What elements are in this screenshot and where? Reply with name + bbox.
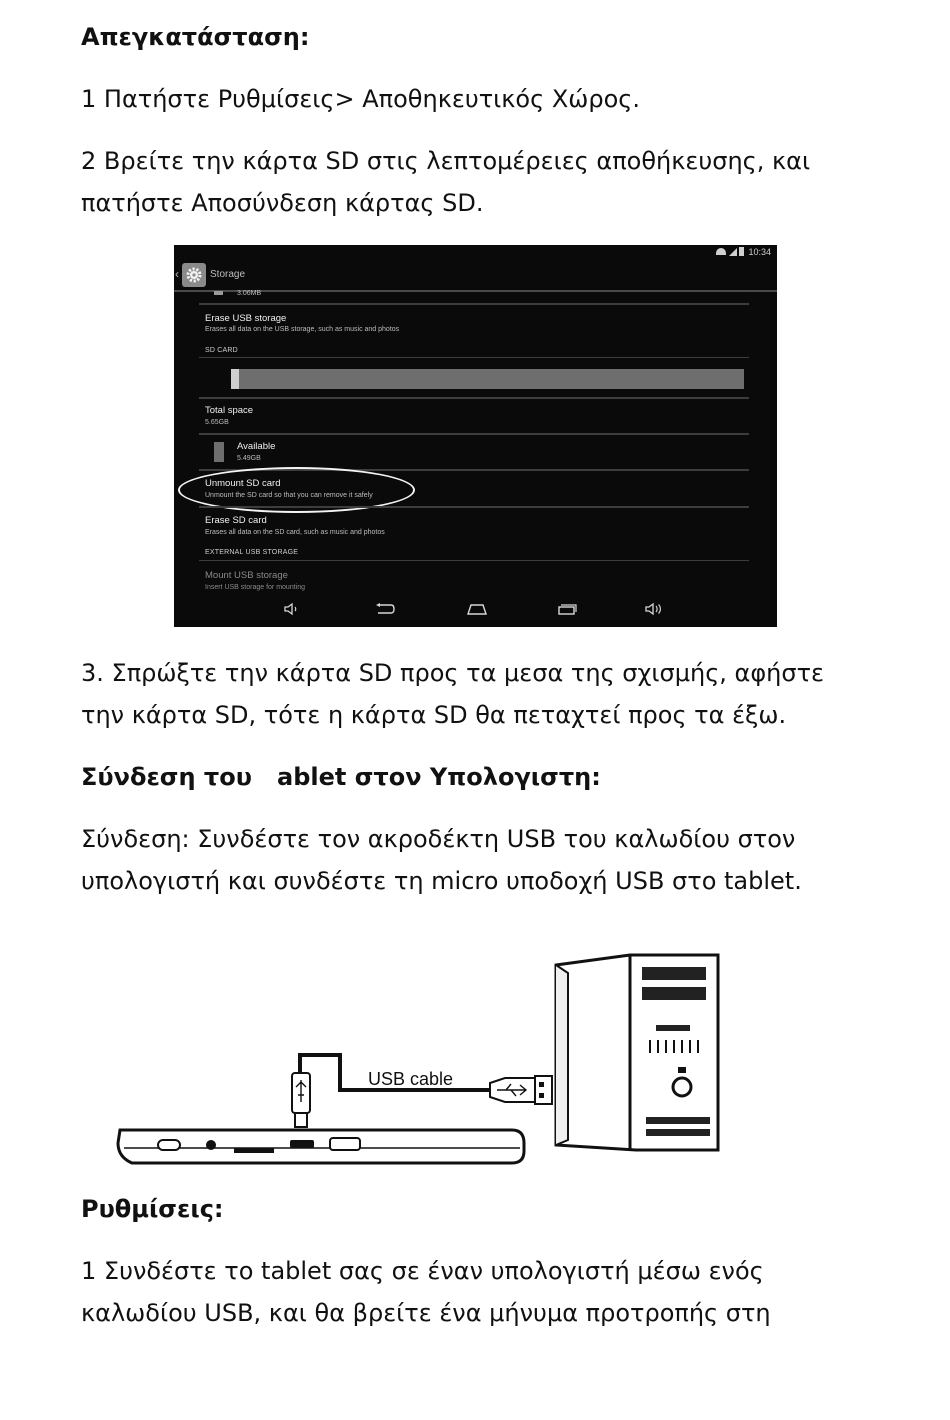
- divider: [199, 397, 749, 399]
- step-3-line-2: την κάρτα SD, τότε η κάρτα SD θα πεταχτεί προς τα έξω.: [81, 701, 787, 729]
- micro-usb-plug-icon: [292, 1073, 310, 1127]
- divider: [199, 560, 749, 561]
- available-swatch: [214, 442, 224, 462]
- unmount-sd-title[interactable]: Unmount SD card: [205, 478, 281, 489]
- total-space-value: 5.65GB: [205, 419, 229, 426]
- erase-sd-subtitle: Erases all data on the SD card, such as music and photos: [205, 529, 385, 536]
- heading-connect: Σύνδεση του ablet στον Υπολογιστη:: [81, 763, 601, 791]
- divider: [199, 357, 749, 358]
- usb-a-plug-icon: [490, 1076, 552, 1104]
- tablet-side-view-icon: [118, 1130, 524, 1163]
- top-value: 3.06MB: [237, 290, 262, 297]
- erase-sd-title[interactable]: Erase SD card: [205, 515, 267, 526]
- action-bar: [174, 260, 777, 292]
- volume-up-icon[interactable]: [645, 602, 663, 619]
- sd-usage-bar: [231, 369, 744, 389]
- usb-cable-label: USB cable: [368, 1069, 454, 1089]
- divider: [199, 303, 749, 305]
- available-title: Available: [237, 441, 276, 452]
- back-icon[interactable]: [374, 602, 396, 619]
- connect-line-2: υπολογιστή και συνδέστε τη micro υποδοχή USB στο tablet.: [81, 867, 802, 895]
- screen-title: Storage: [210, 269, 246, 280]
- step-2-line-1: 2 Βρείτε την κάρτα SD στις λεπτομέρειες αποθήκευσης, και: [81, 147, 811, 175]
- usb-connection-diagram: [110, 945, 730, 1165]
- settings-line-2: καλωδίου USB, και θα βρείτε ένα μήνυμα προτροπής στη: [81, 1299, 771, 1327]
- divider: [199, 433, 749, 435]
- heading-restore: Απεγκατάσταση:: [81, 23, 310, 51]
- settings-line-1: 1 Συνδέστε το tablet σας σε έναν υπολογιστή μέσω ενός: [81, 1257, 764, 1285]
- volume-down-icon[interactable]: [284, 602, 300, 619]
- heading-settings: Ρυθμίσεις:: [81, 1195, 224, 1223]
- status-time: 10:34: [748, 247, 771, 257]
- wifi-icon: [716, 248, 726, 255]
- unmount-sd-subtitle: Unmount the SD card so that you can remove it safely: [205, 492, 373, 499]
- mount-usb-title[interactable]: Mount USB storage: [205, 570, 288, 581]
- status-bar: [716, 247, 771, 257]
- battery-icon: [739, 247, 744, 256]
- erase-usb-subtitle: Erases all data on the USB storage, such as music and photos: [205, 326, 400, 333]
- connect-line-1: Σύνδεση: Συνδέστε τον ακροδέκτη USB του καλωδίου στον: [81, 825, 796, 853]
- sd-usage-fill: [231, 369, 239, 389]
- settings-gear-icon[interactable]: [182, 263, 206, 287]
- recent-apps-icon[interactable]: [556, 602, 578, 619]
- available-value: 5.49GB: [237, 455, 261, 462]
- external-usb-section-header: EXTERNAL USB STORAGE: [205, 549, 299, 556]
- erase-usb-title[interactable]: Erase USB storage: [205, 313, 287, 324]
- divider: [199, 506, 749, 508]
- signal-icon: [729, 248, 737, 256]
- up-caret-icon[interactable]: ‹: [175, 267, 179, 281]
- legend-swatch-top: [214, 291, 223, 295]
- sd-card-section-header: SD CARD: [205, 347, 238, 354]
- step-3-line-1: 3. Σπρώξτε την κάρτα SD προς τα μεσα της σχισμής, αφήστε: [81, 659, 825, 687]
- home-icon[interactable]: [466, 602, 488, 619]
- mount-usb-subtitle: Insert USB storage for mounting: [205, 584, 305, 591]
- computer-tower-icon: [556, 955, 718, 1150]
- step-1-text: 1 Πατήστε Ρυθμίσεις> Αποθηκευτικός Χώρος.: [81, 85, 640, 113]
- step-2-line-2: πατήστε Αποσύνδεση κάρτας SD.: [81, 189, 484, 217]
- storage-screenshot: [174, 245, 777, 627]
- total-space-title: Total space: [205, 405, 254, 416]
